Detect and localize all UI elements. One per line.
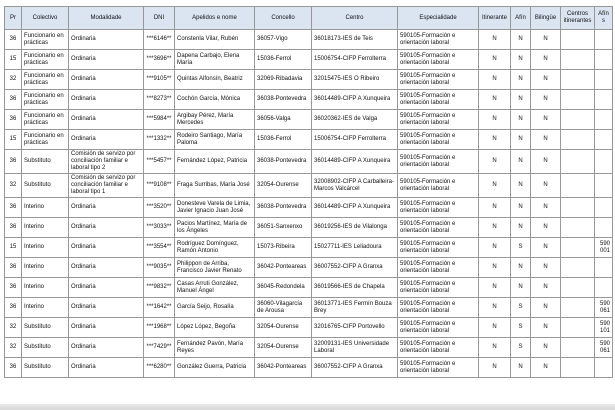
cell-bilingue: N — [531, 174, 561, 198]
cell-afin: N — [511, 110, 531, 130]
cell-bilingue: N — [531, 150, 561, 174]
cell-itinerante: N — [479, 338, 511, 358]
cell-centro: 32016765-CIFP Portovello — [312, 318, 398, 338]
cell-centro: 32015475-IES O Ribeiro — [312, 70, 398, 90]
cell-modalidade: Ordinaria — [69, 278, 144, 298]
cell-afin: S — [511, 318, 531, 338]
cell-modalidade: Ordinaria — [69, 50, 144, 70]
cell-modalidade: Ordinaria — [69, 218, 144, 238]
cell-afins — [595, 130, 613, 150]
cell-itinerante: N — [479, 174, 511, 198]
cell-concello: 36060-Vilagarcía de Arousa — [255, 298, 312, 318]
cell-concello: 15036-Ferrol — [255, 50, 312, 70]
cell-itinerante: N — [479, 90, 511, 110]
cell-afin: N — [511, 130, 531, 150]
cell-modalidade: Ordinaria — [69, 90, 144, 110]
cell-centros_itinerantes — [561, 218, 595, 238]
cell-concello: 36057-Vigo — [255, 30, 312, 50]
cell-concello: 36038-Pontevedra — [255, 90, 312, 110]
cell-nome: Dapena Carbajo, Elena María — [175, 50, 255, 70]
cell-afins — [595, 358, 613, 378]
cell-itinerante: N — [479, 298, 511, 318]
table-row — [5, 338, 613, 358]
cell-modalidade: Ordinaria — [69, 258, 144, 278]
cell-centro: 36014489-CIFP A Xunqueira — [312, 90, 398, 110]
cell-itinerante: N — [479, 358, 511, 378]
cell-afins — [595, 90, 613, 110]
cell-afin: N — [511, 174, 531, 198]
table-row — [5, 150, 613, 174]
cell-pr: 32 — [5, 70, 22, 90]
page-bottom-shadow — [0, 404, 615, 410]
cell-centro: 32008902-CIFP A Carballeira-Marcos Valcárcel — [312, 174, 398, 198]
cell-itinerante: N — [479, 150, 511, 174]
cell-itinerante: N — [479, 198, 511, 218]
cell-dni: ***3554** — [144, 238, 175, 258]
cell-centros_itinerantes — [561, 70, 595, 90]
cell-centro: 36014489-CIFP A Xunqueira — [312, 150, 398, 174]
cell-afins: 590001 — [595, 238, 613, 258]
cell-modalidade: Ordinaria — [69, 70, 144, 90]
cell-afin: N — [511, 198, 531, 218]
cell-concello: 36042-Ponteareas — [255, 258, 312, 278]
cell-concello: 32054-Ourense — [255, 338, 312, 358]
column-header-bilingue: Bilingüe — [531, 7, 561, 30]
table-row — [5, 258, 613, 278]
cell-dni: ***9108** — [144, 174, 175, 198]
cell-centros_itinerantes — [561, 90, 595, 110]
cell-pr: 36 — [5, 30, 22, 50]
cell-pr: 36 — [5, 198, 22, 218]
cell-itinerante: N — [479, 130, 511, 150]
cell-modalidade: Comisión de servizo por conciliación familiar e laboral tipo 2 — [69, 150, 144, 174]
cell-modalidade: Ordinaria — [69, 318, 144, 338]
cell-afins — [595, 258, 613, 278]
cell-colectivo: Substituto — [22, 358, 69, 378]
cell-modalidade: Ordinaria — [69, 338, 144, 358]
column-header-centros_itinerantes: Centros itinerantes — [561, 7, 595, 30]
cell-centro: 15027711-IES Leliadoura — [312, 238, 398, 258]
cell-bilingue: N — [531, 218, 561, 238]
cell-modalidade: Ordinaria — [69, 30, 144, 50]
cell-modalidade: Comisión de servizo por conciliación familiar e laboral tipo 1 — [69, 174, 144, 198]
cell-centros_itinerantes — [561, 318, 595, 338]
cell-centros_itinerantes — [561, 278, 595, 298]
cell-pr: 36 — [5, 258, 22, 278]
cell-pr: 32 — [5, 338, 22, 358]
table-row — [5, 130, 613, 150]
cell-itinerante: N — [479, 278, 511, 298]
cell-itinerante: N — [479, 238, 511, 258]
table-row — [5, 110, 613, 130]
column-header-colectivo: Colectivo — [22, 7, 69, 30]
cell-afins: 590061 — [595, 298, 613, 318]
cell-afin: S — [511, 338, 531, 358]
column-header-afins: Afíns — [595, 7, 613, 30]
cell-afin: N — [511, 258, 531, 278]
cell-colectivo: Substituto — [22, 338, 69, 358]
cell-bilingue: N — [531, 130, 561, 150]
cell-concello: 36038-Pontevedra — [255, 150, 312, 174]
table-row — [5, 30, 613, 50]
cell-especialidade: 590105-Formación e orientación laboral — [398, 198, 479, 218]
cell-centros_itinerantes — [561, 298, 595, 318]
cell-colectivo: Interino — [22, 298, 69, 318]
cell-pr: 36 — [5, 358, 22, 378]
table-row — [5, 90, 613, 110]
cell-concello: 36042-Ponteareas — [255, 358, 312, 378]
cell-dni: ***6146** — [144, 30, 175, 50]
cell-concello: 36038-Pontevedra — [255, 198, 312, 218]
cell-pr: 36 — [5, 298, 22, 318]
cell-colectivo: Interino — [22, 218, 69, 238]
column-header-pr: Pr — [5, 7, 22, 30]
cell-itinerante: N — [479, 30, 511, 50]
cell-afins: 590101 — [595, 318, 613, 338]
cell-modalidade: Ordinaria — [69, 110, 144, 130]
cell-especialidade: 590105-Formación e orientación laboral — [398, 218, 479, 238]
cell-centros_itinerantes — [561, 198, 595, 218]
cell-afins — [595, 198, 613, 218]
cell-concello: 32069-Ribadavia — [255, 70, 312, 90]
cell-concello: 32054-Ourense — [255, 318, 312, 338]
cell-bilingue: N — [531, 338, 561, 358]
cell-bilingue: N — [531, 30, 561, 50]
cell-dni: ***3033** — [144, 218, 175, 238]
cell-concello: 15073-Ribeira — [255, 238, 312, 258]
cell-dni: ***6280** — [144, 358, 175, 378]
cell-centro: 36019256-IES de Vilalonga — [312, 218, 398, 238]
cell-afin: N — [511, 218, 531, 238]
cell-dni: ***9832** — [144, 278, 175, 298]
cell-concello: 32054-Ourense — [255, 174, 312, 198]
cell-afins — [595, 30, 613, 50]
cell-afin: N — [511, 358, 531, 378]
cell-itinerante: N — [479, 258, 511, 278]
cell-centros_itinerantes — [561, 358, 595, 378]
cell-especialidade: 590105-Formación e orientación laboral — [398, 110, 479, 130]
cell-dni: ***1968** — [144, 318, 175, 338]
cell-dni: ***8273** — [144, 90, 175, 110]
cell-nome: Fraga Surribas, María José — [175, 174, 255, 198]
cell-centro: 36013771-IES Fermín Bouza Brey — [312, 298, 398, 318]
cell-nome: Constenla Vilar, Rubén — [175, 30, 255, 50]
cell-afin: S — [511, 238, 531, 258]
cell-especialidade: 590105-Formación e orientación laboral — [398, 30, 479, 50]
assignments-table — [4, 6, 613, 378]
cell-especialidade: 590105-Formación e orientación laboral — [398, 298, 479, 318]
cell-dni: ***1642** — [144, 298, 175, 318]
cell-especialidade: 590105-Formación e orientación laboral — [398, 90, 479, 110]
cell-centros_itinerantes — [561, 238, 595, 258]
cell-bilingue: N — [531, 50, 561, 70]
table-row — [5, 358, 613, 378]
cell-centros_itinerantes — [561, 50, 595, 70]
cell-bilingue: N — [531, 278, 561, 298]
cell-modalidade: Ordinaria — [69, 130, 144, 150]
column-header-nome: Apelidos e nome — [175, 7, 255, 30]
cell-pr: 32 — [5, 318, 22, 338]
table-row — [5, 174, 613, 198]
cell-bilingue: N — [531, 110, 561, 130]
cell-dni: ***9035** — [144, 258, 175, 278]
cell-dni: ***9105** — [144, 70, 175, 90]
cell-especialidade: 590105-Formación e orientación laboral — [398, 258, 479, 278]
cell-colectivo: Funcionario en prácticas — [22, 30, 69, 50]
cell-nome: Fernández López, Patricia — [175, 150, 255, 174]
column-header-afin: Afín — [511, 7, 531, 30]
cell-especialidade: 590105-Formación e orientación laboral — [398, 338, 479, 358]
cell-dni: ***5457** — [144, 150, 175, 174]
cell-concello: 36051-Sanxenxo — [255, 218, 312, 238]
cell-colectivo: Funcionario en prácticas — [22, 90, 69, 110]
cell-centros_itinerantes — [561, 130, 595, 150]
cell-colectivo: Interino — [22, 238, 69, 258]
cell-modalidade: Ordinaria — [69, 238, 144, 258]
cell-especialidade: 590105-Formación e orientación laboral — [398, 238, 479, 258]
cell-colectivo: Funcionario en prácticas — [22, 50, 69, 70]
cell-nome: Fernández Pavón, María Reyes — [175, 338, 255, 358]
cell-concello: 15036-Ferrol — [255, 130, 312, 150]
cell-nome: González Guerra, Patricia — [175, 358, 255, 378]
cell-centro: 15006754-CIFP Ferrolterra — [312, 130, 398, 150]
cell-pr: 15 — [5, 238, 22, 258]
cell-centros_itinerantes — [561, 174, 595, 198]
cell-pr: 36 — [5, 110, 22, 130]
cell-dni: ***3520** — [144, 198, 175, 218]
cell-afin: N — [511, 90, 531, 110]
cell-modalidade: Ordinaria — [69, 358, 144, 378]
cell-afins — [595, 218, 613, 238]
cell-afin: S — [511, 298, 531, 318]
cell-afins — [595, 50, 613, 70]
cell-modalidade: Ordinaria — [69, 198, 144, 218]
cell-nome: Rodríguez Domínguez, Ramón Antonio — [175, 238, 255, 258]
cell-especialidade: 590105-Formación e orientación laboral — [398, 174, 479, 198]
cell-especialidade: 590105-Formación e orientación laboral — [398, 50, 479, 70]
cell-centros_itinerantes — [561, 110, 595, 130]
column-header-modalidade: Modalidade — [69, 7, 144, 30]
cell-pr: 15 — [5, 130, 22, 150]
cell-colectivo: Funcionario en prácticas — [22, 110, 69, 130]
cell-colectivo: Substituto — [22, 174, 69, 198]
cell-nome: Argibay Pérez, María Mercedes — [175, 110, 255, 130]
cell-itinerante: N — [479, 318, 511, 338]
table-header — [5, 7, 613, 30]
cell-nome: García Seijo, Rosalía — [175, 298, 255, 318]
table-row — [5, 298, 613, 318]
cell-centros_itinerantes — [561, 258, 595, 278]
cell-nome: Philippon de Arriba, Francisco Javier Renato — [175, 258, 255, 278]
cell-afin: N — [511, 50, 531, 70]
cell-bilingue: N — [531, 258, 561, 278]
table-row — [5, 198, 613, 218]
cell-afins — [595, 70, 613, 90]
column-header-centro: Centro — [312, 7, 398, 30]
cell-colectivo: Interino — [22, 278, 69, 298]
cell-pr: 15 — [5, 50, 22, 70]
cell-colectivo: Interino — [22, 258, 69, 278]
cell-concello: 36045-Redondela — [255, 278, 312, 298]
cell-concello: 36056-Valga — [255, 110, 312, 130]
cell-nome: Rodeiro Santiago, María Paloma — [175, 130, 255, 150]
cell-dni: ***5984** — [144, 110, 175, 130]
table-body — [5, 30, 613, 378]
column-header-concello: Concello — [255, 7, 312, 30]
cell-especialidade: 590105-Formación e orientación laboral — [398, 278, 479, 298]
cell-colectivo: Interino — [22, 198, 69, 218]
cell-itinerante: N — [479, 50, 511, 70]
cell-bilingue: N — [531, 70, 561, 90]
column-header-especialidade: Especialidade — [398, 7, 479, 30]
cell-pr: 36 — [5, 278, 22, 298]
cell-nome: Pacios Martínez, María de los Ángeles — [175, 218, 255, 238]
cell-bilingue: N — [531, 318, 561, 338]
cell-especialidade: 590105-Formación e orientación laboral — [398, 130, 479, 150]
cell-bilingue: N — [531, 358, 561, 378]
cell-pr: 36 — [5, 90, 22, 110]
cell-centros_itinerantes — [561, 30, 595, 50]
cell-colectivo: Funcionario en prácticas — [22, 130, 69, 150]
cell-nome: Casas Arruti González, Manuel Ángel — [175, 278, 255, 298]
cell-nome: López López, Begoña — [175, 318, 255, 338]
cell-nome: Quintas Alfonsín, Beatriz — [175, 70, 255, 90]
cell-colectivo: Substituto — [22, 318, 69, 338]
table-row — [5, 70, 613, 90]
cell-afin: N — [511, 278, 531, 298]
cell-bilingue: N — [531, 198, 561, 218]
cell-itinerante: N — [479, 70, 511, 90]
table-row — [5, 238, 613, 258]
cell-afin: N — [511, 30, 531, 50]
cell-dni: ***7429** — [144, 338, 175, 358]
cell-centro: 32009131-IES Universidade Laboral — [312, 338, 398, 358]
cell-especialidade: 590105-Formación e orientación laboral — [398, 150, 479, 174]
cell-centro: 36020362-IES de Valga — [312, 110, 398, 130]
table-row — [5, 318, 613, 338]
cell-pr: 36 — [5, 218, 22, 238]
cell-afins — [595, 110, 613, 130]
cell-afin: N — [511, 150, 531, 174]
column-header-itinerante: Itinerante — [479, 7, 511, 30]
cell-pr: 36 — [5, 150, 22, 174]
cell-bilingue: N — [531, 90, 561, 110]
cell-especialidade: 590105-Formación e orientación laboral — [398, 70, 479, 90]
table-row — [5, 50, 613, 70]
cell-modalidade: Ordinaria — [69, 298, 144, 318]
cell-afins — [595, 278, 613, 298]
cell-centros_itinerantes — [561, 338, 595, 358]
cell-especialidade: 590105-Formación e orientación laboral — [398, 358, 479, 378]
cell-bilingue: N — [531, 238, 561, 258]
cell-centro: 36007552-CIFP A Granxa — [312, 358, 398, 378]
column-header-dni: DNI — [144, 7, 175, 30]
cell-afins: 590061 — [595, 338, 613, 358]
cell-centro: 36019566-IES de Chapela — [312, 278, 398, 298]
cell-centro: 36018173-IES de Teis — [312, 30, 398, 50]
cell-centro: 15006754-CIFP Ferrolterra — [312, 50, 398, 70]
cell-bilingue: N — [531, 298, 561, 318]
table-row — [5, 218, 613, 238]
cell-colectivo: Funcionario en prácticas — [22, 70, 69, 90]
cell-dni: ***3696** — [144, 50, 175, 70]
cell-colectivo: Substituto — [22, 150, 69, 174]
cell-pr: 32 — [5, 174, 22, 198]
cell-centros_itinerantes — [561, 150, 595, 174]
table-row — [5, 278, 613, 298]
cell-afin: N — [511, 70, 531, 90]
cell-itinerante: N — [479, 110, 511, 130]
cell-nome: Donesteve Varela de Limia, Javier Ignacio Juan José — [175, 198, 255, 218]
cell-centro: 36007552-CIFP A Granxa — [312, 258, 398, 278]
header-row — [5, 7, 613, 30]
cell-afins — [595, 150, 613, 174]
cell-centro: 36014489-CIFP A Xunqueira — [312, 198, 398, 218]
cell-itinerante: N — [479, 218, 511, 238]
cell-especialidade: 590105-Formación e orientación laboral — [398, 318, 479, 338]
cell-nome: Cochón García, Mónica — [175, 90, 255, 110]
cell-dni: ***1332** — [144, 130, 175, 150]
cell-afins — [595, 174, 613, 198]
